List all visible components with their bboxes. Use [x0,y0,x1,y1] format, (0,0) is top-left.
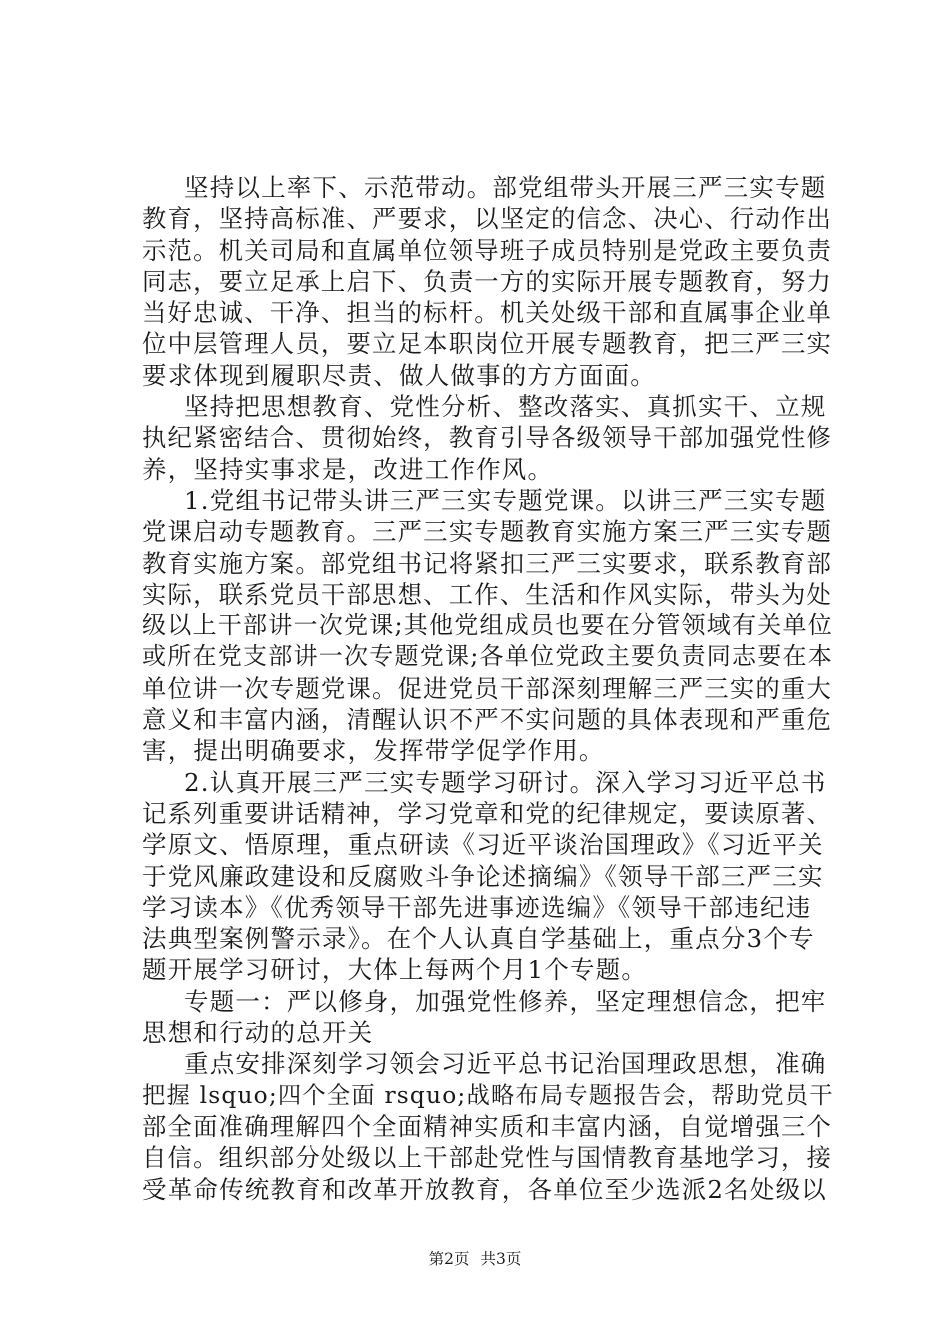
text-line: 把握 lsquo;四个全面 rsquo;战略布局专题报告会，帮助党员干 [142,1081,834,1109]
text-line: 同志，要立足承上启下、负责一方的实际开展专题教育，努力 [142,266,833,296]
text-line: 法典型案例警示录》。在个人认真自学基础上，重点分3个专 [142,924,815,954]
document-body [142,172,832,1205]
text-line: 坚持把思想教育、党性分析、整改落实、真抓实干、立规 [184,392,827,422]
text-line: 害，提出明确要求，发挥带学促学作用。 [142,736,605,766]
text-line: 于党风廉政建设和反腐败斗争论述摘编》《领导干部三严三实 [142,861,824,891]
text-line: 部全面准确理解四个全面精神实质和丰富内涵，自觉增强三个 [142,1111,833,1141]
page-number: 第2页 [428,1250,470,1268]
text-line: 记系列重要讲话精神，学习党章和党的纪律规定，要读原著、 [142,798,833,828]
text-line: 位中层管理人员，要立足本职岗位开展专题教育，把三严三实 [142,329,833,359]
text-line: 坚持以上率下、示范带动。部党组带头开展三严三实专题 [184,173,827,202]
text-line: 2.认真开展三严三实专题学习研讨。深入学习习近平总书 [184,767,827,797]
page-footer [0,1249,950,1269]
text-line: 自信。组织部分处级以上干部赴党性与国情教育基地学习，接 [142,1143,833,1173]
text-line: 党课启动专题教育。三严三实专题教育实施方案三严三实专题 [142,517,833,547]
text-line: 要求体现到履职尽责、做人做事的方方面面。 [142,360,656,390]
text-line: 思想和行动的总开关 [142,1018,374,1048]
text-line: 专题一：严以修身，加强党性修养，坚定理想信念，把牢 [184,986,827,1016]
text-line: 执纪紧密结合、贯彻始终，教育引导各级领导干部加强党性修 [142,423,833,453]
text-line: 教育实施方案。部党组书记将紧扣三严三实要求，联系教育部 [142,548,833,578]
text-line: 养，坚持实事求是，改进工作作风。 [142,454,554,484]
text-line: 重点安排深刻学习领会习近平总书记治国理政思想，准确 [184,1049,827,1079]
text-line: 题开展学习研讨，大体上每两个月1个专题。 [142,955,648,985]
text-line: 学原文、悟原理，重点研读《习近平谈治国理政》《习近平关 [142,830,824,860]
text-line: 意义和丰富内涵，清醒认识不严不实问题的具体表现和严重危 [142,705,833,735]
text-line: 或所在党支部讲一次专题党课;各单位党政主要负责同志要在本 [142,642,833,671]
text-line: 教育，坚持高标准、严要求，以坚定的信念、决心、行动作出 [142,204,833,234]
text-line: 1.党组书记带头讲三严三实专题党课。以讲三严三实专题 [184,485,827,515]
text-line: 示范。机关司局和直属单位领导班子成员特别是党政主要负责 [142,235,833,265]
text-line: 学习读本》《优秀领导干部先进事迹选编》《领导干部违纪违 [142,892,812,922]
text-line: 受革命传统教育和改革开放教育，各单位至少选派2名处级以 [142,1174,827,1204]
text-line: 级以上干部讲一次党课;其他党组成员也要在分管领域有关单位 [142,611,833,640]
text-line: 实际，联系党员干部思想、工作、生活和作风实际，带头为处 [142,579,833,609]
text-line: 当好忠诚、干净、担当的标杆。机关处级干部和直属事企业单 [142,298,833,328]
text-line: 单位讲一次专题党课。促进党员干部深刻理解三严三实的重大 [142,673,833,703]
page-total: 共3页 [480,1250,522,1268]
